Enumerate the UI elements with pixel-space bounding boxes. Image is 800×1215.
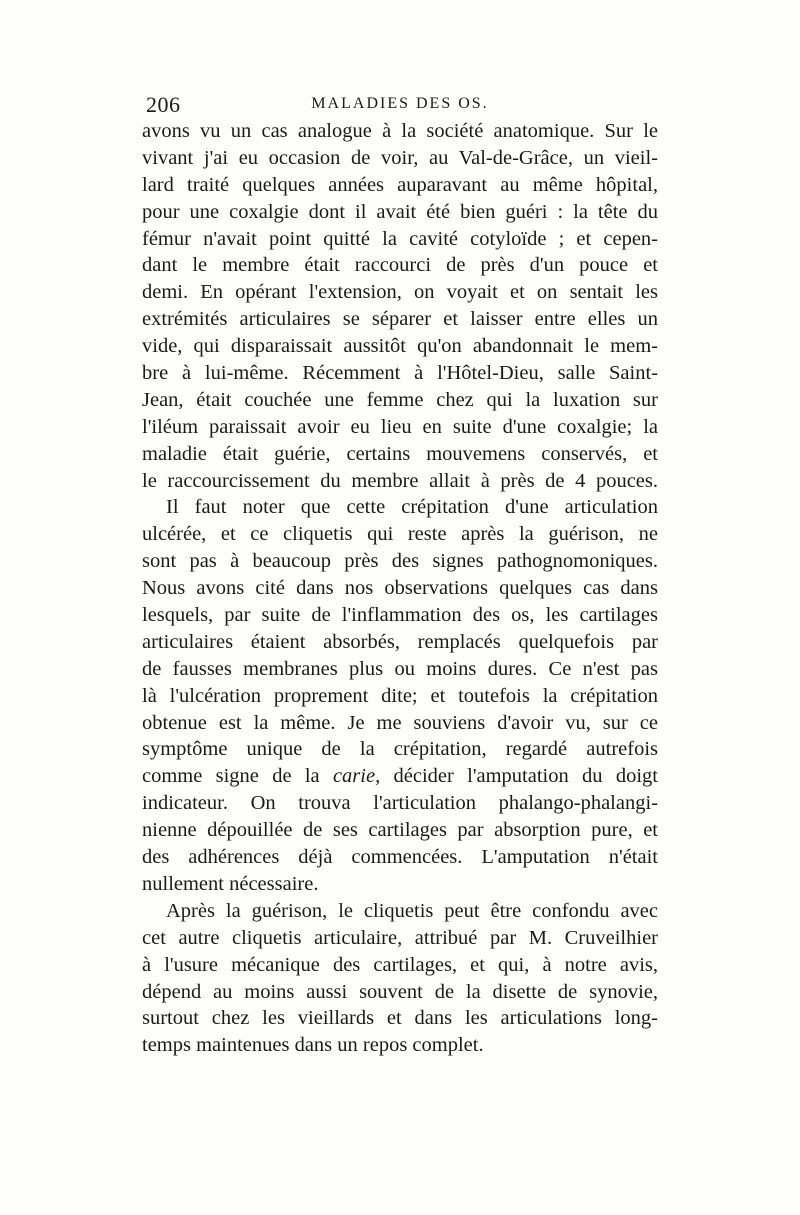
running-head: MALADIES DES OS. (311, 95, 489, 112)
text-line: vivant j'ai eu occasion de voir, au Val-de-Grâce, un vieil- (142, 146, 658, 169)
text-line: Après la guérison, le cliquetis peut être confondu avec (166, 899, 658, 922)
text-line: l'iléum paraissait avoir eu lieu en suite d'une coxalgie; la (142, 415, 658, 438)
text-line: obtenue est la même. Je me souviens d'avoir vu, sur ce (142, 711, 658, 734)
text-line: ulcérée, et ce cliquetis qui reste après la guérison, ne (142, 523, 658, 546)
text-line: dépend au moins aussi souvent de la disette de synovie, (142, 980, 658, 1003)
text-line: dant le membre était raccourci de près d'un pouce et (142, 254, 658, 277)
paragraph-1 (142, 118, 658, 494)
paragraph-2 (142, 494, 658, 897)
text-line: lesquels, par suite de l'inflammation des os, les cartilages (142, 604, 658, 627)
text-line: articulaires étaient absorbés, remplacés quelquefois par (142, 630, 658, 653)
text-line: Jean, était couchée une femme chez qui la luxation sur (142, 388, 658, 411)
text-line: pour une coxalgie dont il avait été bien guéri : la tête du (142, 200, 658, 223)
text-line: nienne dépouillée de ses cartilages par absorption pure, et (142, 819, 658, 842)
text-line: Nous avons cité dans nos observations quelques cas dans (142, 577, 658, 600)
text-line: là l'ulcération proprement dite; et toutefois la crépitation (142, 684, 658, 707)
text-line: nullement nécessaire. (142, 872, 319, 895)
text-line: vide, qui disparaissait aussitôt qu'on abandonnait le mem- (142, 335, 658, 358)
text-line: le raccourcissement du membre allait à près de 4 pouces. (142, 469, 658, 492)
text-line: comme signe de la carie, décider l'amputation du doigt (142, 765, 658, 788)
text-line: surtout chez les vieillards et dans les articulations long- (142, 1007, 658, 1030)
text-line: symptôme unique de la crépitation, regardé autrefois (142, 738, 658, 761)
text-line: demi. En opérant l'extension, on voyait et on sentait les (142, 281, 658, 304)
text-line: indicateur. On trouva l'articulation phalango-phalangi- (142, 792, 658, 815)
body-text (142, 118, 658, 1059)
text-line: des adhérences déjà commencées. L'amputation n'était (142, 846, 658, 869)
text-line: de fausses membranes plus ou moins dures. Ce n'est pas (142, 657, 658, 680)
text-line: à l'usure mécanique des cartilages, et qui, à notre avis, (142, 953, 658, 976)
text-line: lard traité quelques années auparavant au même hôpital, (142, 173, 658, 196)
text-line: fémur n'avait point quitté la cavité cotyloïde ; et cepen- (142, 227, 658, 250)
page-number: 206 (146, 92, 181, 117)
text-line: extrémités articulaires se séparer et laisser entre elles un (142, 308, 658, 331)
text-line: cet autre cliquetis articulaire, attribué par M. Cruveilhier (142, 926, 658, 949)
text-line: Il faut noter que cette crépitation d'une articulation (166, 496, 658, 519)
text-line: maladie était guérie, certains mouvemens conservés, et (142, 442, 658, 465)
text-line: bre à lui-même. Récemment à l'Hôtel-Dieu, salle Saint- (142, 362, 658, 385)
text-line: temps maintenues dans un repos complet. (142, 1034, 484, 1057)
text-line: avons vu un cas analogue à la société anatomique. Sur le (142, 120, 658, 142)
paragraph-3 (142, 898, 658, 1059)
text-line: sont pas à beaucoup près des signes pathognomoniques. (142, 550, 658, 573)
